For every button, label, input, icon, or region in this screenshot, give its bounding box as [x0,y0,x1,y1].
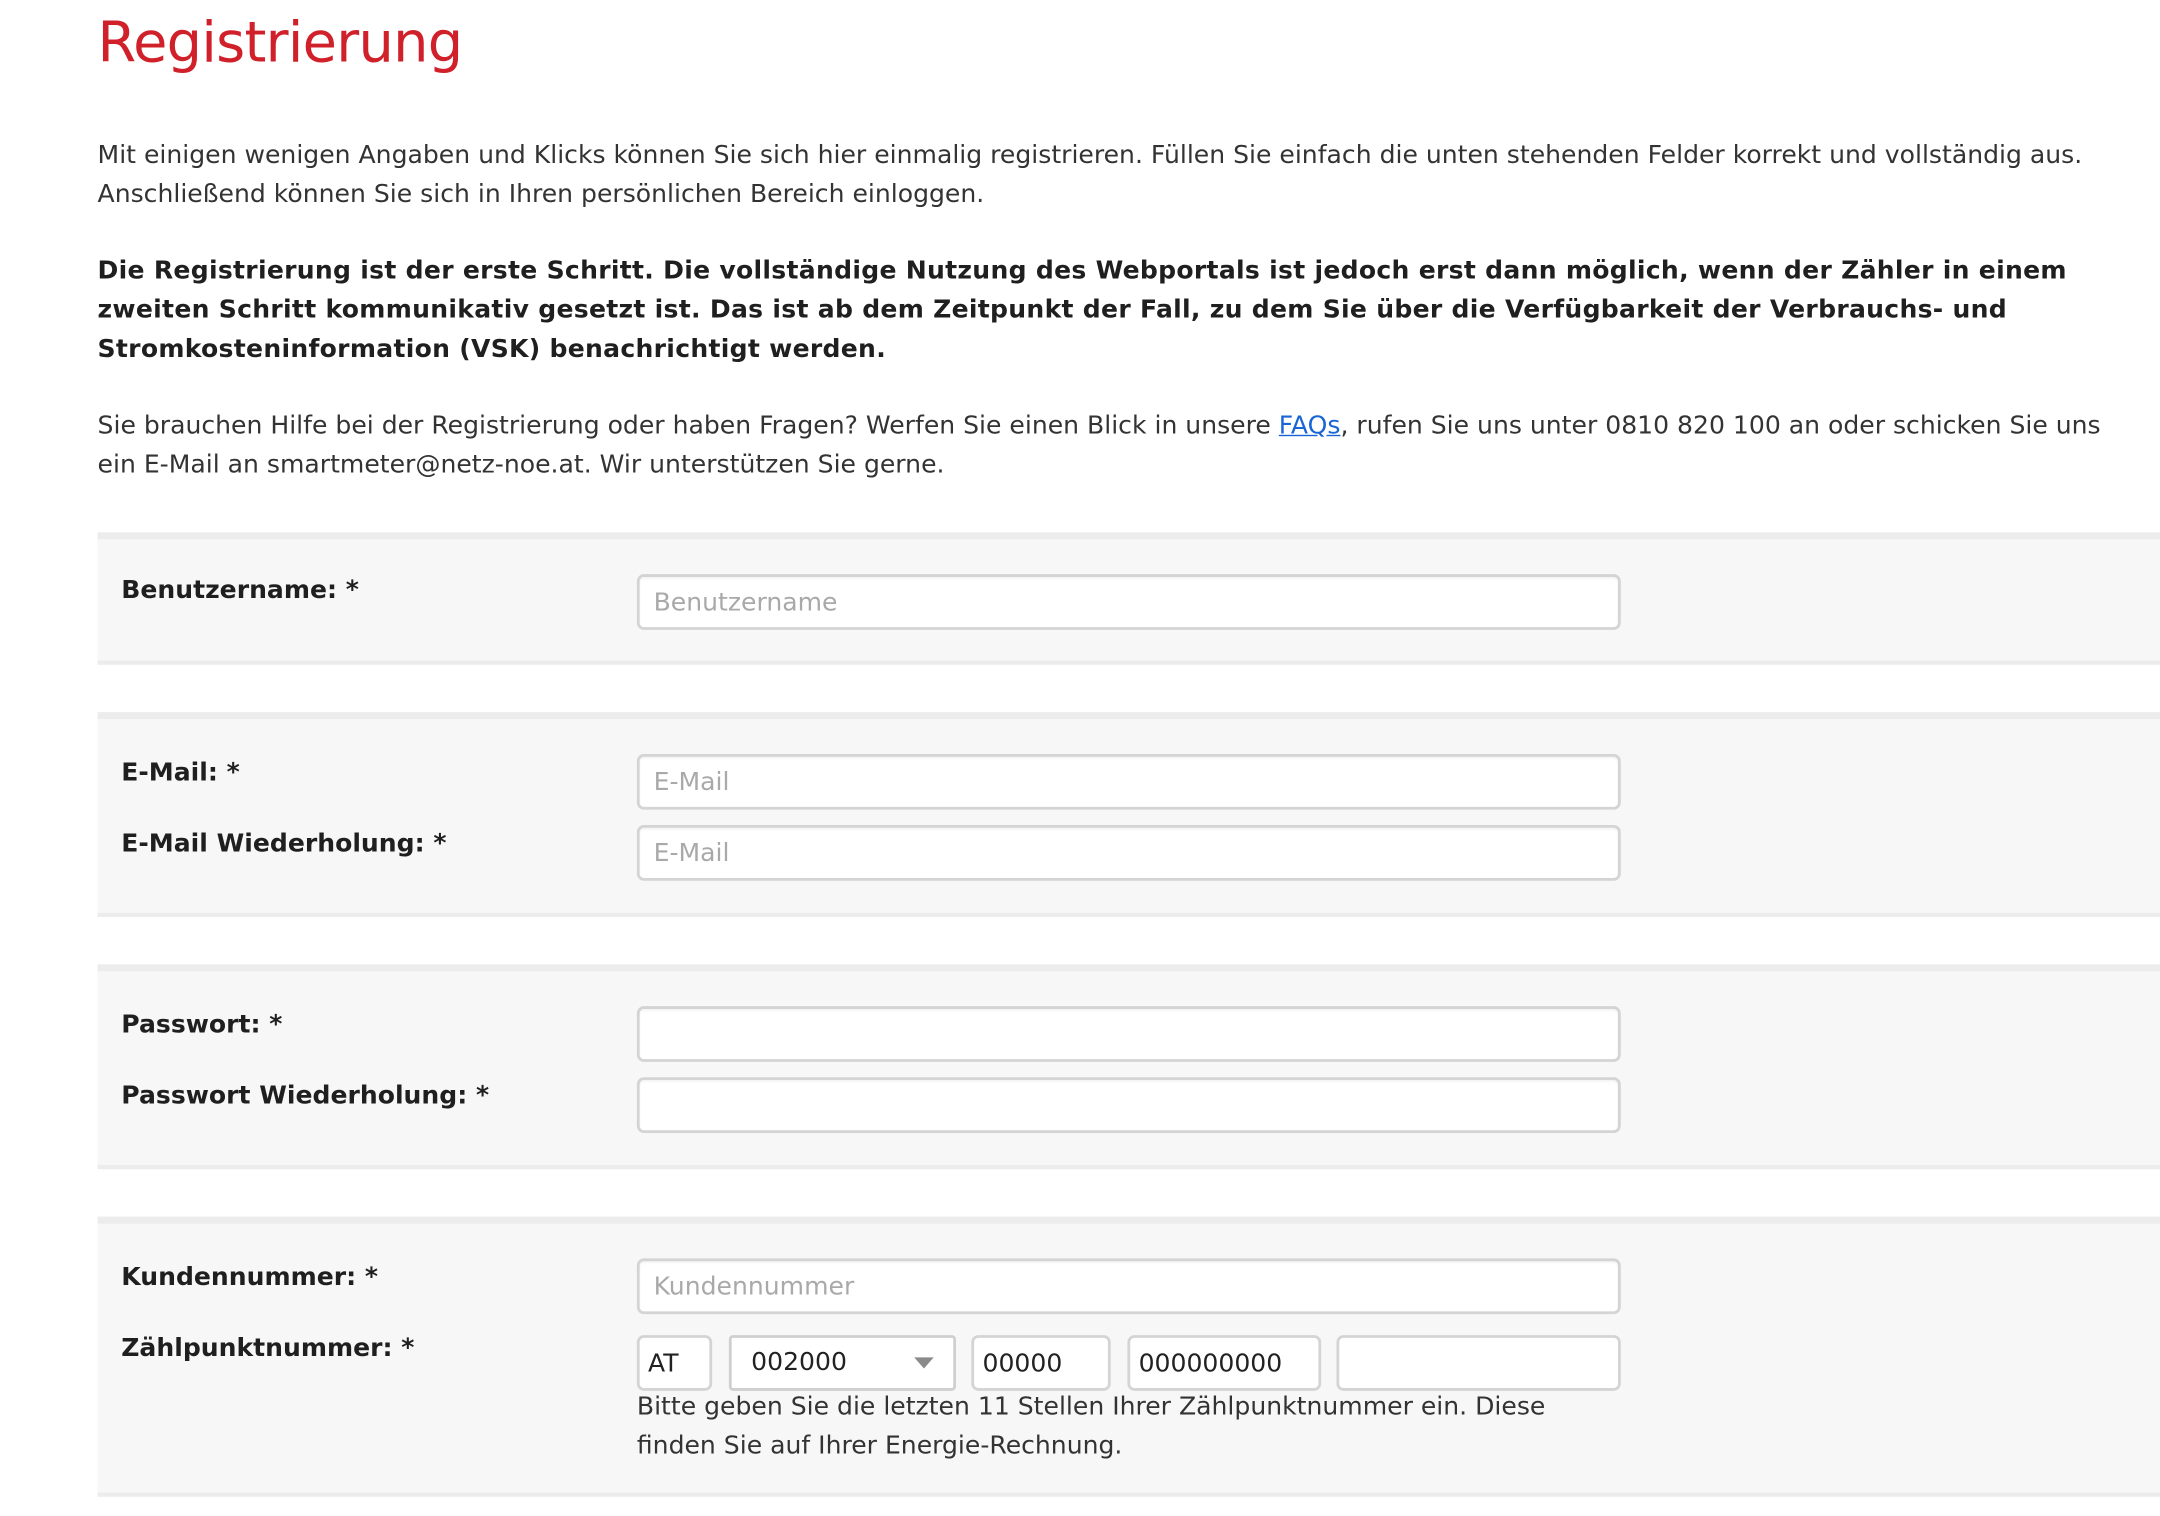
faq-link[interactable]: FAQs [1278,411,1341,441]
email-section [98,712,2160,917]
intro-text: Mit einigen wenigen Angaben und Klicks können Sie sich hier einmalig registrieren. Füllen Sie einfach die unten stehenden Felder korrekt und vollständig aus. Anschließend können Sie sich in Ihren persönlichen Bereich einloggen. [97,140,2083,210]
notice-text: Die Registrierung ist der erste Schritt. Die vollständige Nutzung des Webportals ist jedoch erst dann möglich, wenn der Zähler in einem zweiten Schritt kommunikativ gesetzt ist. Das ist ab dem Zeitpunkt der Fall, zu dem Sie über die Verfügbarkeit der Verbrauchs- und Stromkosteninformation (VSK) benachrichtigt werden. [97,256,2067,364]
username-section [98,532,2160,664]
username-label: Benutzername: * [121,575,359,605]
email-input[interactable] [637,754,1621,810]
meter-point-part5-input[interactable] [1336,1335,1620,1391]
customer-number-input[interactable] [637,1258,1621,1314]
password-repeat-label: Passwort Wiederholung: * [121,1081,490,1111]
meter-point-part4-input[interactable] [1127,1335,1321,1391]
meter-point-network-select[interactable] [729,1335,956,1391]
help-text-before: Sie brauchen Hilfe bei der Registrierung oder haben Fragen? Werfen Sie einen Blick in unsere [97,411,1279,441]
password-input[interactable] [637,1006,1621,1062]
meter-point-part3-input[interactable] [971,1335,1110,1391]
password-repeat-input[interactable] [637,1077,1621,1133]
page-title: Registrierung [97,11,463,76]
meter-point-hint: Bitte geben Sie die letzten 11 Stellen Ihrer Zählpunktnummer ein. Diese finden Sie auf Ihrer Energie-Rechnung. [636,1392,1546,1461]
email-repeat-label: E-Mail Wiederholung: * [121,829,447,859]
meter-point-country-input[interactable] [637,1335,712,1391]
email-label: E-Mail: * [121,758,240,788]
help-text-after: , rufen Sie uns unter 0810 820 100 an oder schicken Sie uns ein E-Mail an smartmeter@netz-noe.at. Wir unterstützen Sie gerne. [97,411,2101,480]
customer-number-label: Kundennummer: * [121,1262,379,1292]
meter-point-network-value: 002000 [751,1347,847,1377]
password-section [98,964,2160,1169]
email-repeat-input[interactable] [637,825,1621,881]
help-text [98,407,2147,485]
password-label: Passwort: * [121,1010,283,1040]
username-input[interactable] [637,574,1621,630]
customer-section [98,1217,2160,1497]
chevron-down-icon [914,1357,934,1368]
meter-point-label: Zählpunktnummer: * [121,1333,415,1363]
